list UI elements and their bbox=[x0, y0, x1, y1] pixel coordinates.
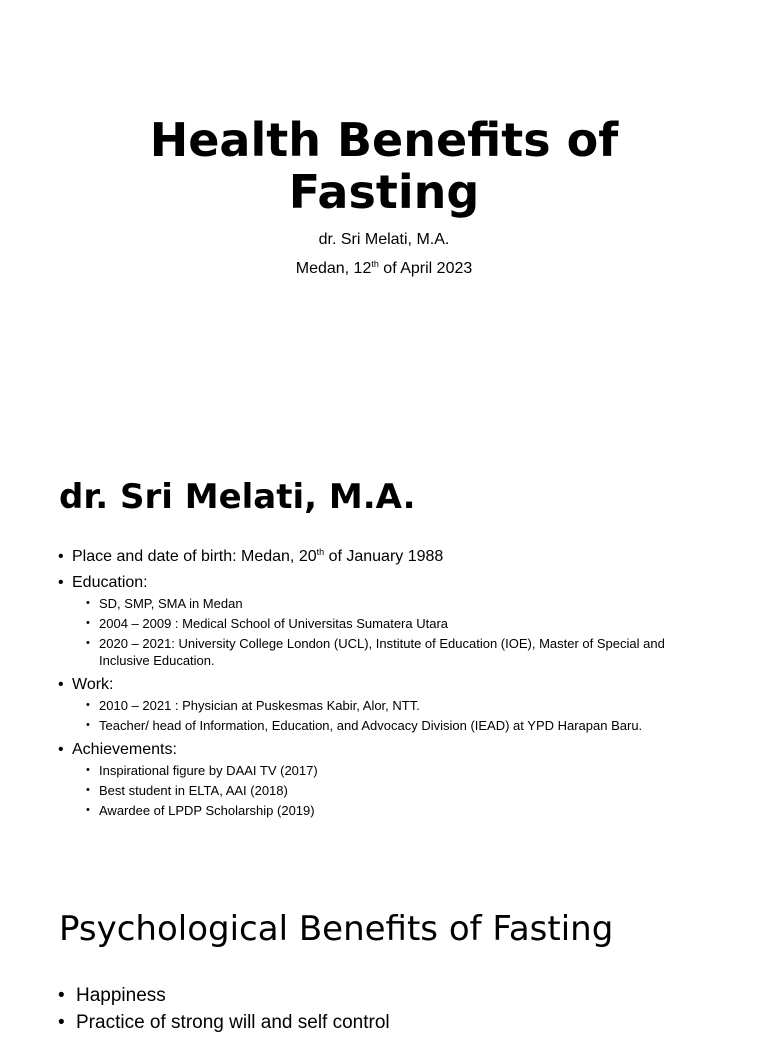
date-prefix: Medan, 12 bbox=[295, 260, 372, 277]
work-item bbox=[58, 675, 718, 734]
psychological-benefit-item: • Practice of strong will and self control bbox=[58, 1011, 390, 1035]
title-line-1: Health Benefits of bbox=[149, 113, 619, 167]
date-suffix: of April 2023 bbox=[378, 260, 473, 277]
education-entry: • 2020 – 2021: University College London (UCL), Institute of Education (IOE), Master of Special and Inclusive Education. bbox=[72, 635, 718, 669]
psychological-heading: Psychological Benefits of Fasting bbox=[59, 909, 614, 949]
birth-suffix: of January 1988 bbox=[324, 548, 444, 565]
presentation-title bbox=[0, 114, 768, 218]
title-line-2: Fasting bbox=[288, 165, 480, 219]
birth-superscript: th bbox=[316, 547, 325, 557]
bio-bullet-list bbox=[58, 547, 718, 825]
presentation-date bbox=[0, 259, 768, 279]
education-entry: • 2004 – 2009 : Medical School of Universitas Sumatera Utara bbox=[72, 615, 718, 632]
education-sublist bbox=[72, 595, 718, 669]
achievements-label: Achievements: bbox=[72, 741, 177, 758]
work-entry: • 2010 – 2021 : Physician at Puskesmas Kabir, Alor, NTT. bbox=[72, 697, 718, 714]
work-entry: • Teacher/ head of Information, Education, and Advocacy Division (IEAD) at YPD Harapan Baru. bbox=[72, 717, 718, 734]
birth-prefix: Place and date of birth: Medan, 20 bbox=[72, 548, 317, 565]
achievements-sublist bbox=[72, 762, 718, 819]
psychological-bullet-list bbox=[58, 984, 390, 1038]
education-label: Education: bbox=[72, 574, 148, 591]
bio-slide bbox=[0, 440, 768, 860]
presenter-name: dr. Sri Melati, M.A. bbox=[318, 231, 450, 248]
psychological-benefit-item: • Happiness bbox=[58, 984, 390, 1008]
psychological-benefits-slide bbox=[0, 880, 768, 1033]
achievement-entry: • Inspirational figure by DAAI TV (2017) bbox=[72, 762, 718, 779]
date-superscript: th bbox=[371, 259, 379, 269]
education-entry: • SD, SMP, SMA in Medan bbox=[72, 595, 718, 612]
education-item bbox=[58, 573, 718, 669]
achievement-entry: • Best student in ELTA, AAI (2018) bbox=[72, 782, 718, 799]
birth-item bbox=[58, 547, 718, 567]
achievements-item bbox=[58, 740, 718, 819]
achievement-entry: • Awardee of LPDP Scholarship (2019) bbox=[72, 802, 718, 819]
work-sublist bbox=[72, 697, 718, 734]
title-slide bbox=[0, 0, 768, 420]
bio-heading: dr. Sri Melati, M.A. bbox=[59, 477, 416, 517]
work-label: Work: bbox=[72, 676, 114, 693]
